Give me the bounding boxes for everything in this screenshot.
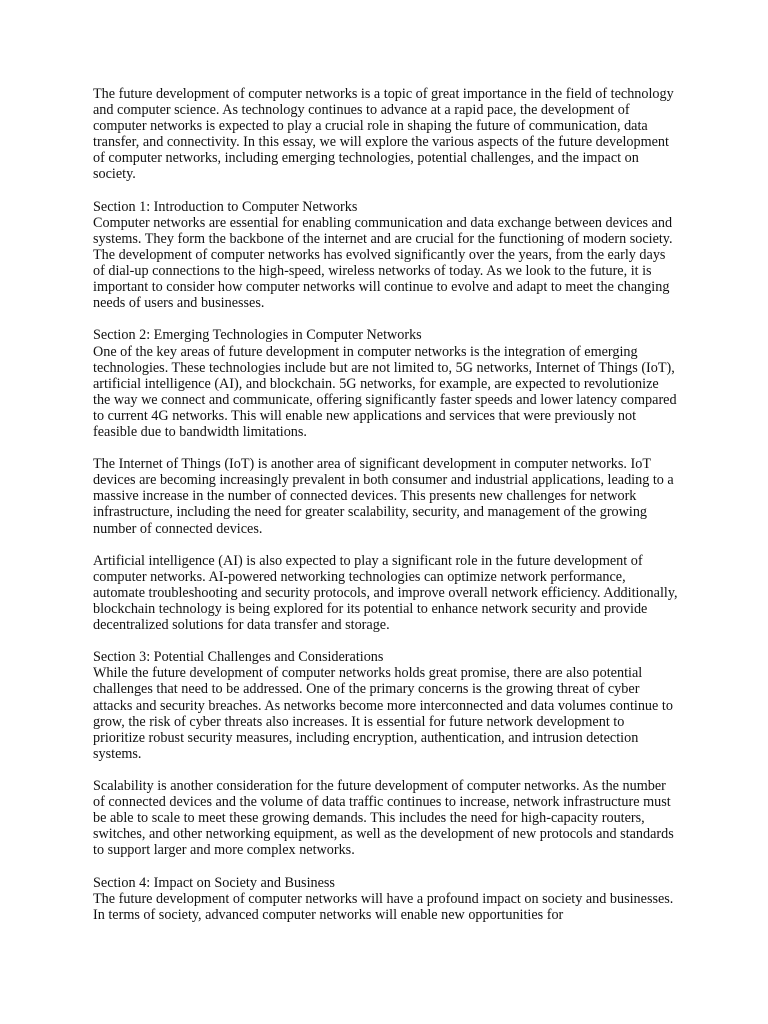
section-3-scalability-block (93, 778, 678, 858)
section-3-paragraph-1: While the future development of computer networks holds great promise, there are also potential challenges that need to be addressed. One of the primary concerns is the growing threat of cyber attacks and security breaches. As networks become more interconnected and data volumes continue to grow, the risk of cyber threats also increases. It is essential for future network development to prioritize robust security measures, including encryption, authentication, and intrusion detection systems. (93, 665, 673, 762)
section-1-heading: Section 1: Introduction to Computer Networks (93, 198, 358, 215)
intro-paragraph: The future development of computer networks is a topic of great importance in the field of technology and computer science. As technology continues to advance at a rapid pace, the development of computer networks is expected to play a crucial role in shaping the future of communication, data transfer, and connectivity. In this essay, we will explore the various aspects of the future development of computer networks, including emerging technologies, potential challenges, and the impact on society. (93, 86, 674, 183)
section-2-paragraph-1: One of the key areas of future development in computer networks is the integration of emerging technologies. These technologies include but are not limited to, 5G networks, Internet of Things (IoT), artificial intelligence (AI), and blockchain. 5G networks, for example, are expected to revolutionize the way we connect and communicate, offering significantly faster speeds and lower latency compared to current 4G networks. This will enable new applications and services that were previously not feasible due to bandwidth limitations. (93, 343, 677, 440)
section-1 (93, 199, 678, 312)
document-page (93, 86, 678, 939)
intro-block (93, 86, 678, 183)
section-4-heading: Section 4: Impact on Society and Business (93, 874, 335, 891)
section-4 (93, 875, 678, 923)
section-2-paragraph-3: Artificial intelligence (AI) is also expected to play a significant role in the future development of computer networks. AI-powered networking technologies can optimize network performance, automate troubleshooting and security protocols, and improve overall network efficiency. Additionally, blockchain technology is being explored for its potential to enhance network security and provide decentralized solutions for data transfer and storage. (93, 552, 678, 634)
section-2-paragraph-2: The Internet of Things (IoT) is another area of significant development in computer networks. IoT devices are becoming increasingly prevalent in both consumer and industrial applications, leading to a massive increase in the number of connected devices. This presents new challenges for network infrastructure, including the need for greater scalability, security, and management of the growing number of connected devices. (93, 456, 674, 537)
section-4-paragraph-1: The future development of computer networks will have a profound impact on society and businesses. In terms of society, advanced computer networks will enable new opportunities for (93, 890, 674, 923)
section-2-iot-block (93, 456, 678, 536)
section-3 (93, 649, 678, 762)
section-2 (93, 327, 678, 440)
section-2-ai-block (93, 553, 678, 633)
section-3-paragraph-2: Scalability is another consideration for the future development of computer networks. As the number of connected devices and the volume of data traffic continues to increase, network infrastructure must be able to scale to meet these growing demands. This includes the need for high-capacity routers, switches, and other networking equipment, as well as the development of new protocols and standards to support larger and more complex networks. (93, 778, 674, 859)
section-1-paragraph-1: Computer networks are essential for enabling communication and data exchange between devices and systems. They form the backbone of the internet and are crucial for the functioning of modern society. The development of computer networks has evolved significantly over the years, from the early days of dial-up connections to the high-speed, wireless networks of today. As we look to the future, it is important to consider how computer networks will continue to evolve and adapt to meet the changing needs of users and businesses. (93, 214, 673, 312)
section-3-heading: Section 3: Potential Challenges and Considerations (93, 649, 384, 666)
section-2-heading: Section 2: Emerging Technologies in Computer Networks (93, 327, 422, 344)
